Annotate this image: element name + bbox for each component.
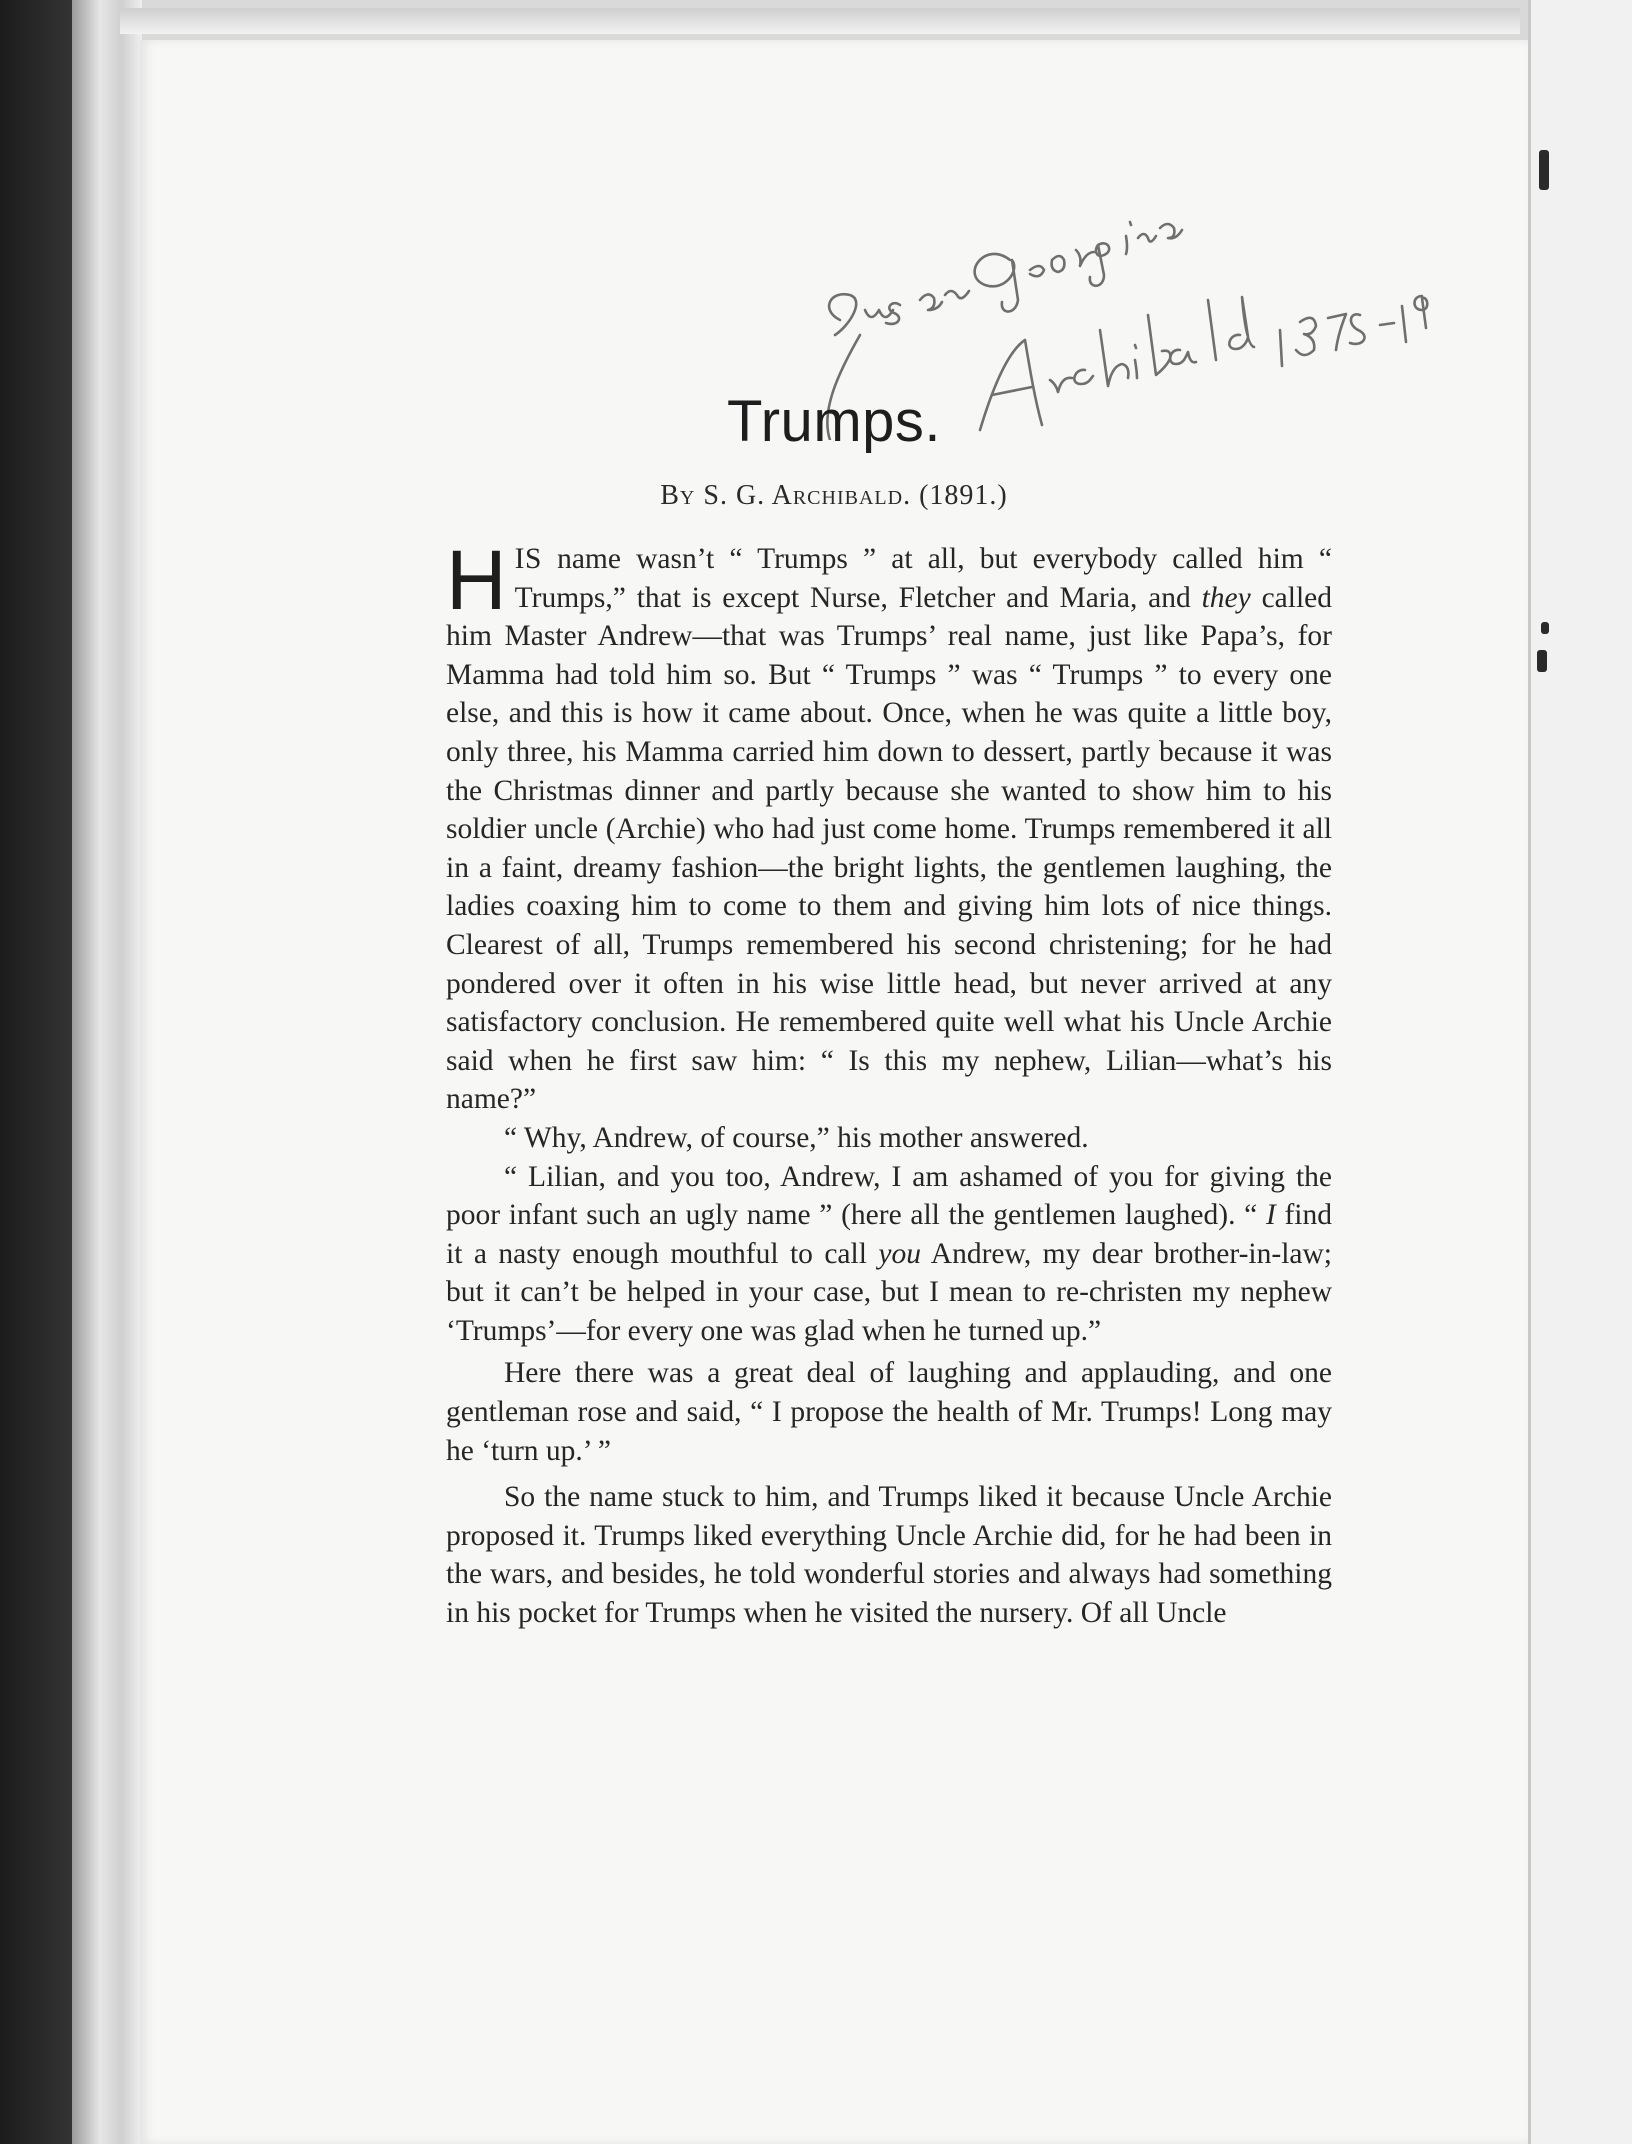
byline-by: By xyxy=(660,480,696,511)
paragraph: So the name stuck to him, and Trumps liked it because Uncle Archie proposed it. Trumps liked everything Uncle Archie did, for he had been in the wars, and besides, he told wonderful stories and always had something in his pocket for Trumps when he visited the nursery. Of all Uncle xyxy=(446,1481,1332,1630)
paragraph: Here there was a great deal of laughing and applauding, and one gentleman rose and said, “ I propose the health of Mr. Trumps! Long may he ‘turn up.’ ” xyxy=(446,1357,1332,1467)
paragraph-text: name wasn’t “ Trumps ” at all, but everybody called him “ Trumps,” that is except Nurse, Fletcher and Maria, and xyxy=(514,543,1332,614)
byline xyxy=(140,480,1528,512)
story-title: Trumps. xyxy=(726,389,942,454)
emphasis-text: they xyxy=(1201,581,1251,614)
paragraph-text: called him Master Andrew—that was Trumps’ real name, just like Papa’s, for Mamma had told him so. But “ Trumps ” was “ Trumps ” to every one else, and this is how it came about. Once, when he was quite a little boy, only three, his Mamma carried him down to dessert, partly because it was the Christmas dinner and partly because she wanted to show him to his soldier uncle (Archie) who had just come home. Trumps remembered it all in a faint, dreamy fashion—the bright lights, the gentlemen laughing, the ladies coaxing him to come to them and giving him lots of nice things. Clearest of all, Trumps remembered his second christening; for he had pondered over it often in his wise little head, but never arrived at any satisfactory conclusion. He remembered quite well what his Uncle Archie said when he first saw him: “ Is this my nephew, Lilian—what’s his name?” xyxy=(446,581,1332,1116)
paragraph xyxy=(446,533,1332,1119)
paragraph: “ Why, Andrew, of course,” his mother answered. xyxy=(504,1121,1089,1154)
paragraph-text: “ Lilian, and you too, Andrew, I am ashamed of you for giving the poor infant such an ugly name ” (here all the gentlemen laughed). “ xyxy=(446,1160,1332,1232)
byline-author: S. G. Archibald. xyxy=(703,480,912,511)
book-spine-shadow xyxy=(72,0,142,2144)
scanner-background xyxy=(0,0,72,2144)
paragraph xyxy=(446,1158,1332,1351)
edge-mark xyxy=(1539,150,1549,190)
paragraph-text: find it a nasty enough mouthful to call xyxy=(446,1199,1332,1270)
edge-mark xyxy=(1537,650,1547,672)
emphasis-text: you xyxy=(878,1237,921,1270)
edge-mark xyxy=(1541,622,1549,634)
paragraph-text: Andrew, my dear brother-in-law; but it can’t be helped in your case, but I mean to re-christen my nephew ‘Trumps’—for every one was glad when he turned up.” xyxy=(446,1237,1332,1347)
drop-cap: H xyxy=(446,533,507,627)
adjacent-page-edge xyxy=(1528,0,1632,2144)
story-body xyxy=(446,533,1332,1633)
lead-caps: IS xyxy=(514,543,542,575)
page-stack-top xyxy=(120,8,1520,34)
emphasis-text: I xyxy=(1265,1199,1276,1232)
byline-year: (1891.) xyxy=(919,480,1008,511)
